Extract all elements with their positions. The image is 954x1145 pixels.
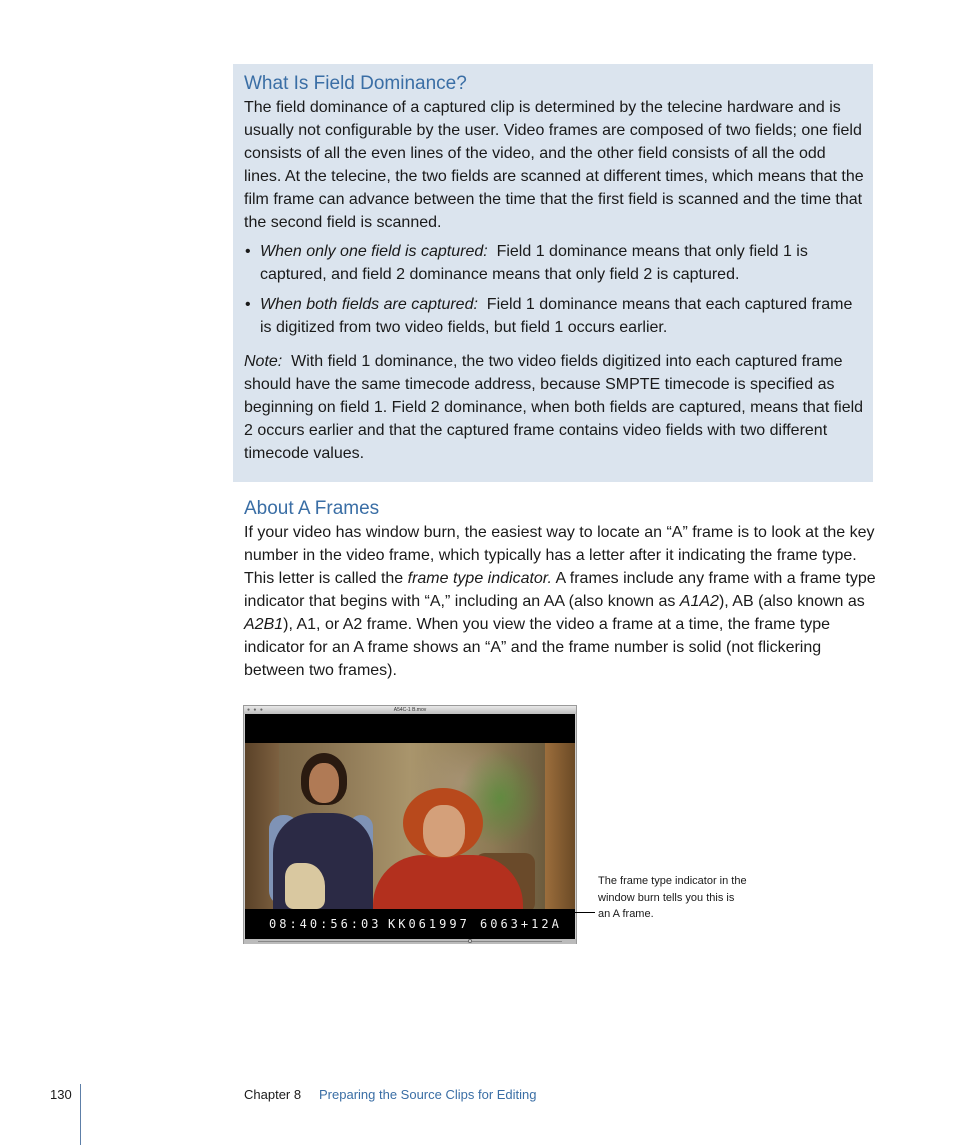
bullet-dot: •: [245, 296, 251, 313]
girl-face: [309, 763, 339, 803]
playback-controls[interactable]: [244, 939, 576, 944]
para-text-1: If your video has window burn, the easiest way to locate an “A” frame is to look at the key number in the video frame, which typically has a letter after it indicating the frame type. This letter is called the: [244, 524, 875, 587]
note-text: With field 1 dominance, the two video fields digitized into each captured frame should have the same timecode address, because SMPTE timecode is specified as beginning on field 1. Field 2 dominance, when both fields are captured, means that field 2 occurs earlier and that the captured frame contains video fields with two different timecode values.: [244, 353, 864, 462]
footer-rule: [80, 1084, 81, 1145]
woman-body: [373, 855, 523, 915]
para-em-3: A2B1: [244, 616, 284, 633]
window-buttons-icon[interactable]: ● ● ●: [247, 707, 264, 713]
playhead-knob[interactable]: [468, 939, 472, 943]
callout-line: [555, 912, 595, 913]
figure-caption: The frame type indicator in the window burn tells you this is an A frame.: [598, 875, 747, 920]
sidebar-heading: What Is Field Dominance?: [244, 73, 467, 94]
field-dominance-sidebar: [233, 64, 873, 482]
sidebar-intro-paragraph: The field dominance of a captured clip is determined by the telecine hardware and is usually not configurable by the user. Video frames are composed of two fields; one field consists of all the even lines of the video, and the other field consists of all the odd lines. At the telecine, the two fields are scanned at different times, which means that the film frame can advance between the time that the first field is scanned and the time that the second field is scanned.: [244, 99, 864, 231]
video-window-figure: [243, 705, 577, 944]
window-titlebar[interactable]: [244, 706, 576, 714]
bullet-text: Field 1 dominance means that each captured frame is digitized from two video fields, but field 1 occurs earlier.: [260, 296, 853, 336]
video-frame: [245, 714, 575, 939]
scrub-track[interactable]: [258, 941, 562, 942]
frame-type-indicator: 6063+12A: [480, 917, 562, 931]
sidebar-bullet-list: [244, 240, 864, 339]
bullet-text: Field 1 dominance means that only field 1 is captured, and field 2 dominance means that only field 2 is captured.: [260, 243, 808, 283]
page-number: 130: [50, 1087, 72, 1102]
bullet-lead: When both fields are captured:: [260, 296, 478, 313]
cloth: [285, 863, 325, 909]
video-still-image: [245, 743, 575, 909]
chapter-label: Chapter 8: [244, 1087, 302, 1102]
note-lead: Note:: [244, 353, 283, 370]
section-paragraph: [244, 521, 876, 682]
window-title: A54C-1 B.mov: [393, 707, 427, 713]
bullet-lead: When only one field is captured:: [260, 243, 488, 260]
para-text-3: ), AB (also known as: [718, 593, 865, 610]
window-burn: [245, 909, 575, 939]
curtain-right: [545, 743, 575, 909]
section-heading: About A Frames: [244, 498, 380, 519]
bullet-item: [244, 240, 864, 286]
letterbox-top: [245, 714, 575, 743]
timecode: 08:40:56:03: [269, 917, 382, 931]
note-paragraph: [244, 350, 864, 465]
para-em-2: A1A2: [679, 593, 719, 610]
keycode: KK061997: [388, 917, 470, 931]
about-a-frames-section: [244, 497, 876, 682]
bullet-dot: •: [245, 243, 251, 260]
para-text-4: ), A1, or A2 frame. When you view the video a frame at a time, the frame type indicator for an A frame shows an “A” and the frame number is solid (not flickering between two frames).: [244, 616, 831, 679]
woman-face: [423, 805, 465, 857]
bullet-item: [244, 293, 864, 339]
para-text-2: A frames include any frame with a frame type indicator that begins with “A,” including an AA (also known as: [244, 570, 876, 610]
sidebar-content: [244, 72, 864, 465]
para-em-1: frame type indicator.: [407, 570, 552, 587]
chapter-title: Preparing the Source Clips for Editing: [319, 1087, 537, 1102]
